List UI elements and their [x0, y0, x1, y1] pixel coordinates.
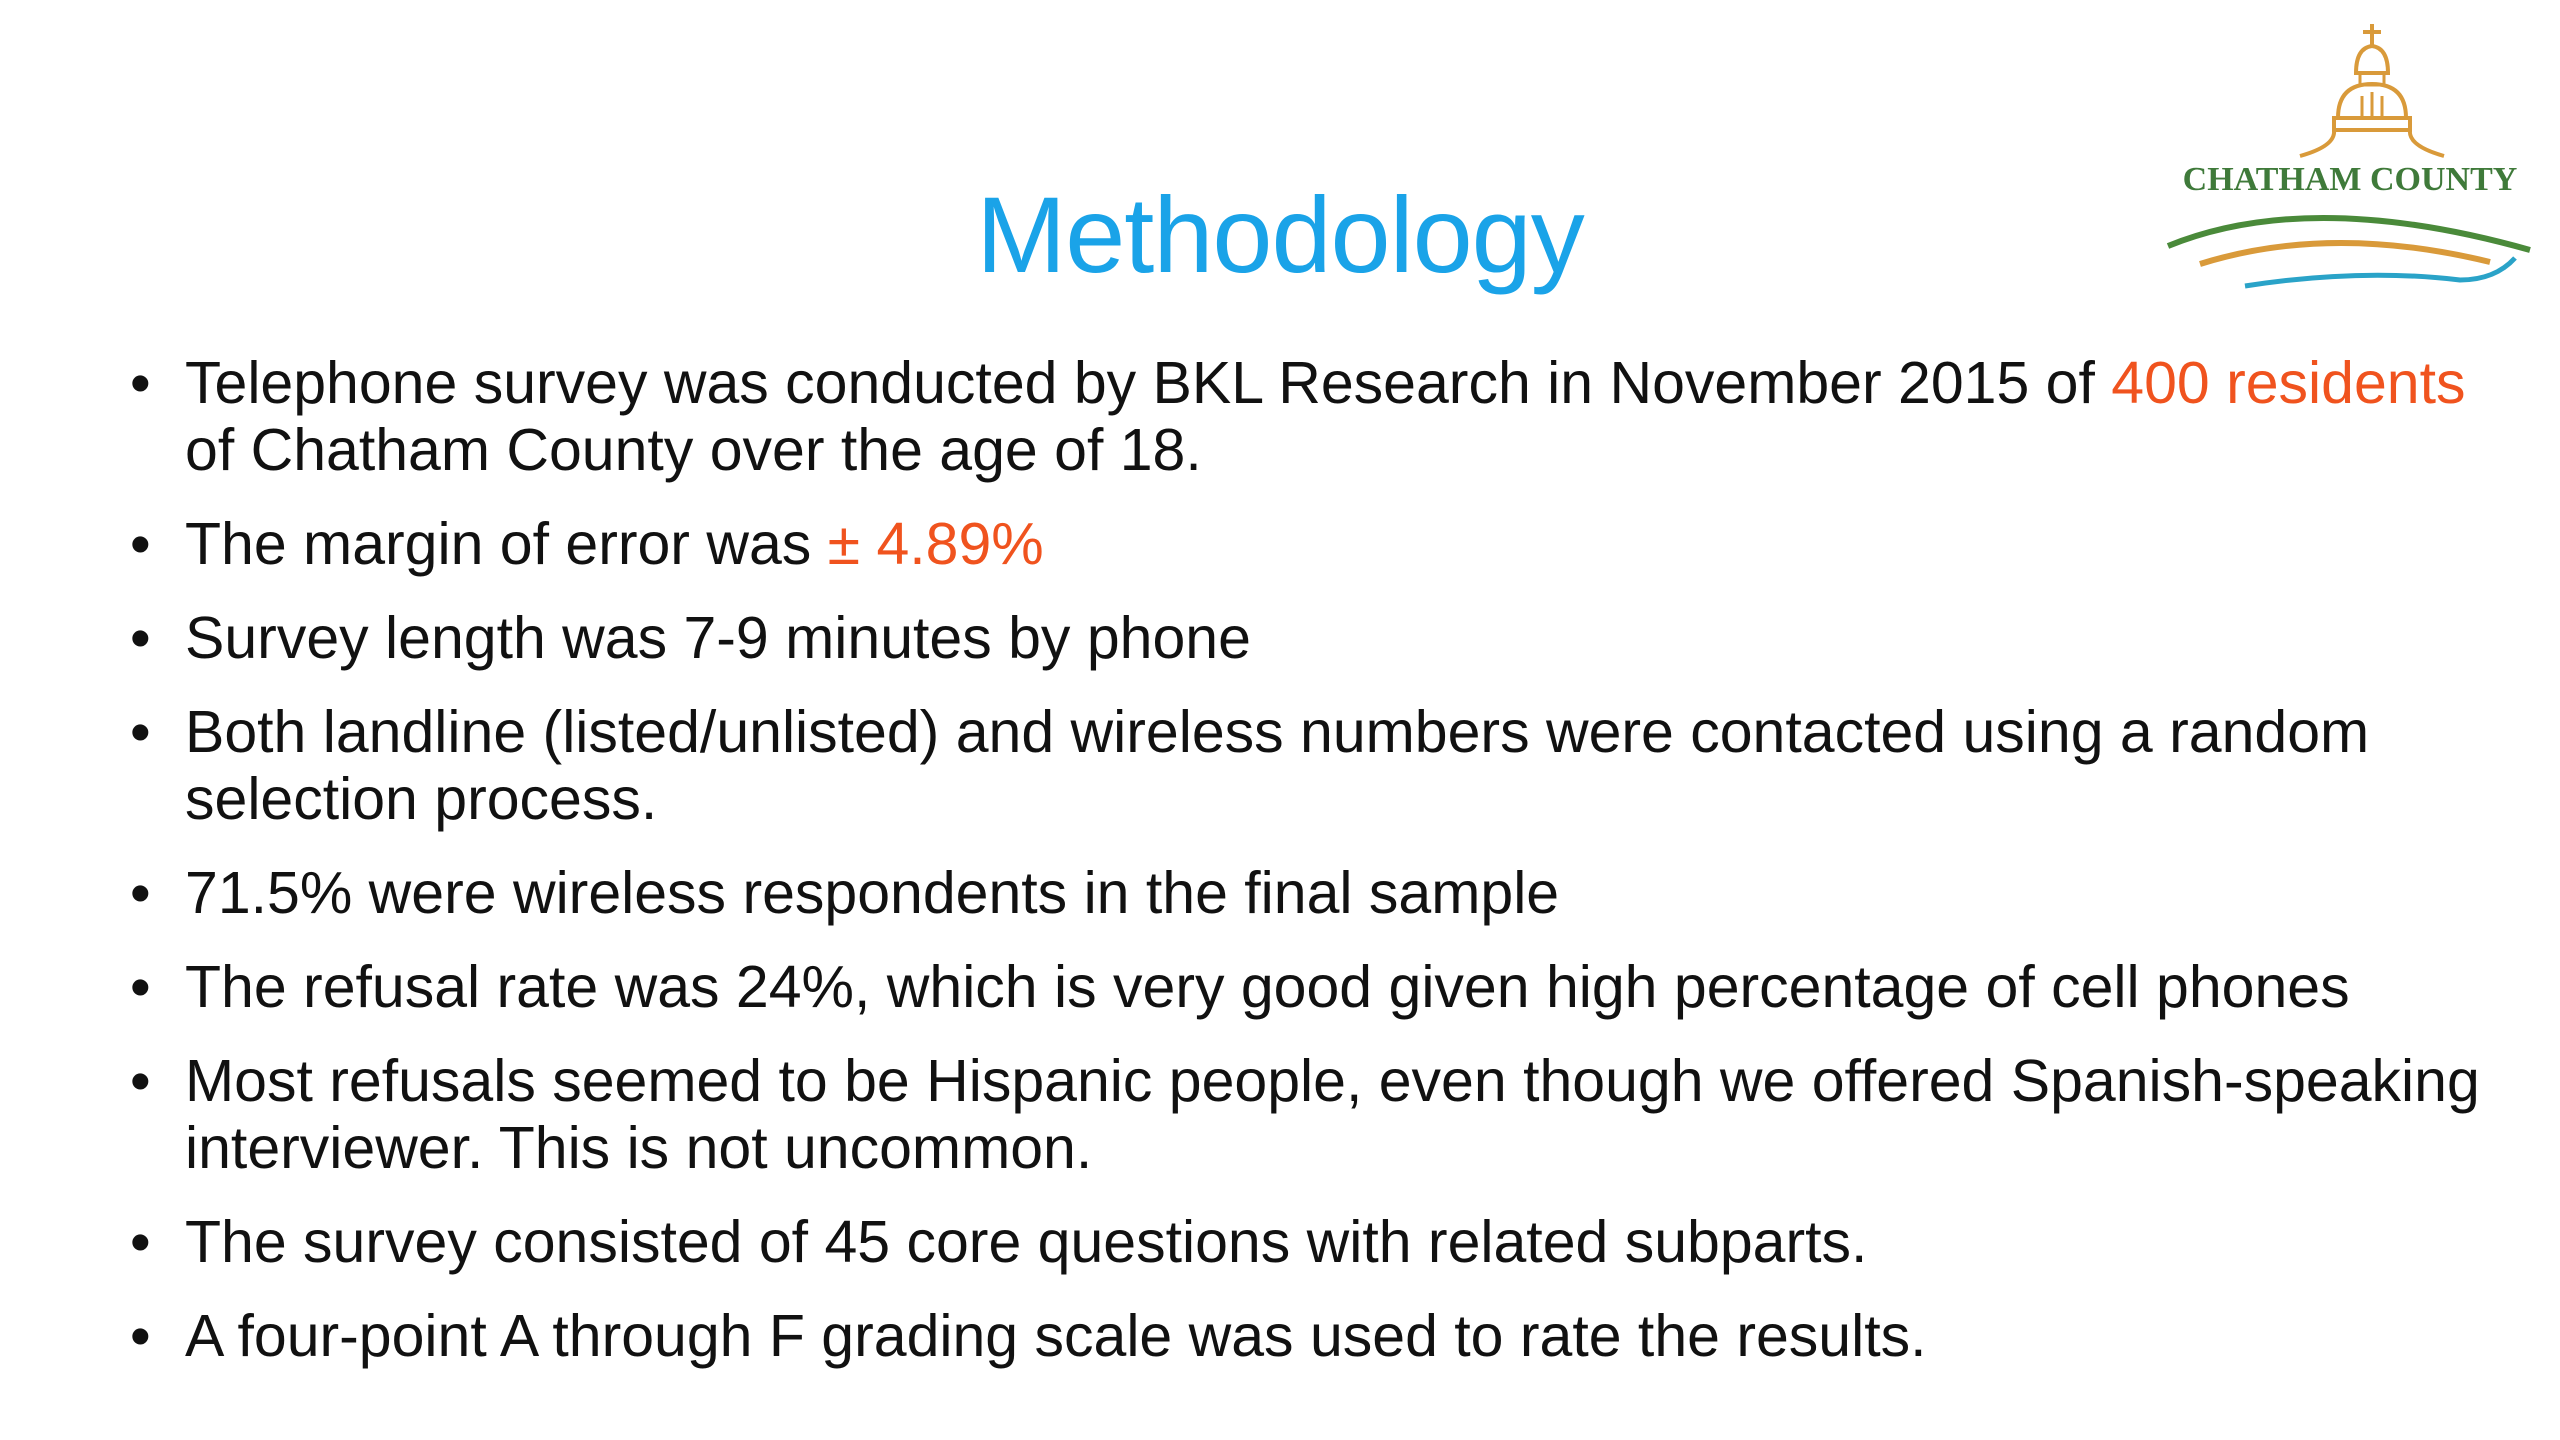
list-item	[130, 605, 2530, 672]
list-item	[130, 1048, 2530, 1182]
list-item	[130, 1209, 2530, 1276]
chatham-county-logo	[2160, 18, 2540, 308]
bullet-text: 71.5% were wireless respondents in the final sample	[185, 860, 1560, 926]
list-item	[130, 1303, 2530, 1370]
courthouse-dome-icon	[2160, 18, 2540, 308]
bullet-dot: •	[130, 511, 151, 577]
bullet-dot: •	[130, 1048, 151, 1114]
bullet-dot: •	[130, 350, 151, 416]
bullet-dot: •	[130, 605, 151, 671]
bullet-highlight: 400 residents	[2111, 350, 2466, 416]
slide-title: Methodology	[976, 174, 1584, 295]
list-item	[130, 511, 2530, 578]
bullet-list	[130, 350, 2530, 1397]
bullet-text: The survey consisted of 45 core questions with related subparts.	[185, 1209, 1868, 1275]
list-item	[130, 954, 2530, 1021]
bullet-text: Most refusals seemed to be Hispanic people, even though we offered Spanish-speaking interviewer. This is not uncommon.	[185, 1048, 2480, 1181]
bullet-text: Telephone survey was conducted by BKL Research in November 2015 of	[185, 350, 2112, 416]
bullet-dot: •	[130, 1303, 151, 1369]
bullet-text: Both landline (listed/unlisted) and wireless numbers were contacted using a random selection process.	[185, 699, 2370, 832]
bullet-text: A four-point A through F grading scale was used to rate the results.	[185, 1303, 1927, 1369]
bullet-dot: •	[130, 954, 151, 1020]
bullet-text: The refusal rate was 24%, which is very good given high percentage of cell phones	[185, 954, 2350, 1020]
logo-text: CHATHAM COUNTY	[2182, 161, 2518, 198]
bullet-dot: •	[130, 860, 151, 926]
bullet-highlight: ± 4.89%	[827, 511, 1044, 577]
bullet-text: of Chatham County over the age of 18.	[185, 417, 1202, 483]
bullet-dot: •	[130, 1209, 151, 1275]
list-item	[130, 350, 2530, 484]
bullet-dot: •	[130, 699, 151, 765]
list-item	[130, 699, 2530, 833]
bullet-text: Survey length was 7-9 minutes by phone	[185, 605, 1251, 671]
list-item	[130, 860, 2530, 927]
bullet-text: The margin of error was	[185, 511, 828, 577]
